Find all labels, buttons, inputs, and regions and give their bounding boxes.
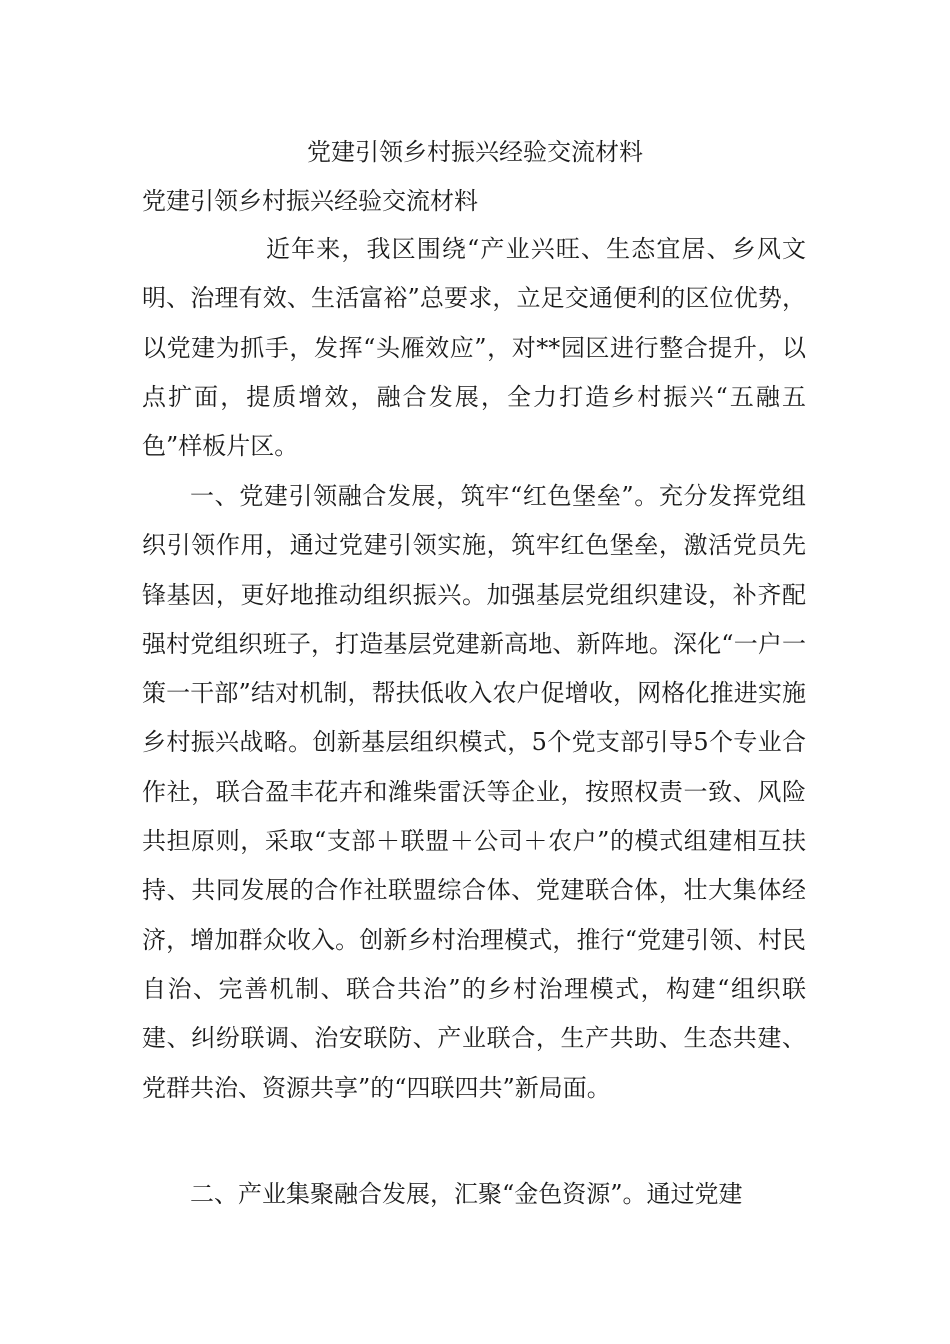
paragraph-section-2: 二、产业集聚融合发展，汇聚“金色资源”。通过党建 bbox=[190, 1180, 743, 1208]
paragraph-intro: 近年来，我区围绕“产业兴旺、生态宜居、乡风文明、治理有效、生活富裕”总要求，立足交通便利的区位优势，以党建为抓手，发挥“头雁效应”，对**园区进行整合提升，以点扩面，提质增效，融合发展，全力打造乡村振兴“五融五色”样板片区。 bbox=[142, 235, 806, 461]
paragraph-section-1: 一、党建引领融合发展，筑牢“红色堡垒”。充分发挥党组织引领作用，通过党建引领实施，筑牢红色堡垒，激活党员先锋基因，更好地推动组织振兴。加强基层党组织建设，补齐配强村党组织班子，打造基层党建新高地、新阵地。深化“一户一策一干部”结对机制，帮扶低收入农户促增收，网格化推进实施乡村振兴战略。创新基层组织模式，5个党支部引导5个专业合作社，联合盈丰花卉和潍柴雷沃等企业，按照权责一致、风险共担原则，采取“支部＋联盟＋公司＋农户”的模式组建相互扶持、共同发展的合作社联盟综合体、党建联合体，壮大集体经济，增加群众收入。创新乡村治理模式，推行“党建引领、村民自治、完善机制、联合共治”的乡村治理模式，构建“组织联建、纠纷联调、治安联防、产业联合，生产共助、生态共建、党群共治、资源共享”的“四联四共”新局面。 bbox=[142, 482, 806, 1102]
document-title: 党建引领乡村振兴经验交流材料 bbox=[307, 138, 643, 166]
document-subtitle: 党建引领乡村振兴经验交流材料 bbox=[142, 187, 478, 215]
